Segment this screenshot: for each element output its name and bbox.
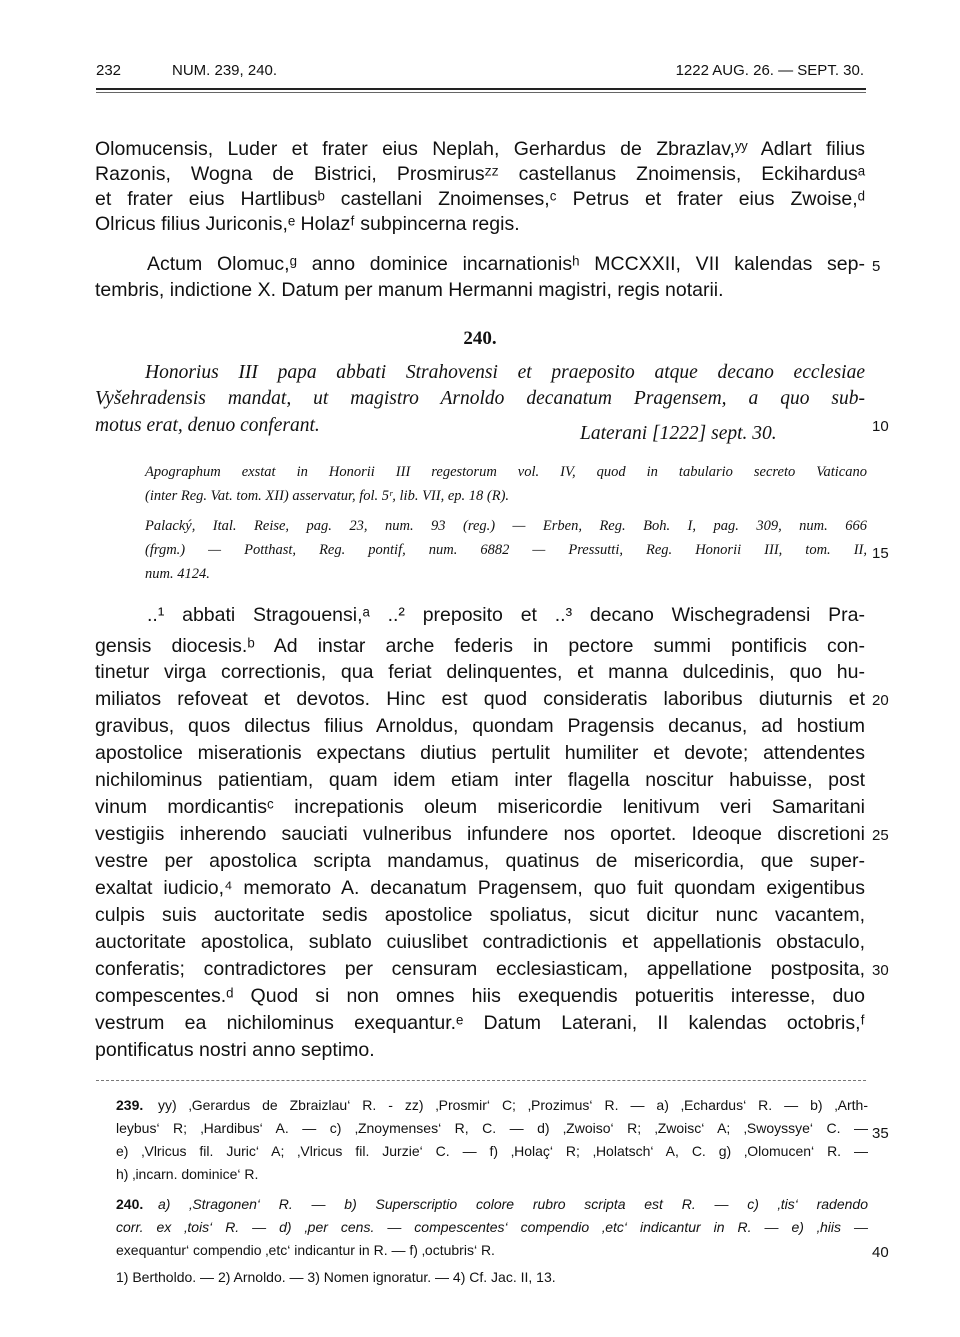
document-number: 240. [463,328,497,349]
regest-line: motus erat, denuo conferant. [95,415,320,436]
text-line: vestigiis inherendo sauciati vulneribus infundere nos oportet. Ideoque discretioni [95,823,865,845]
regest-line: Vyšehradensis mandat, ut magistro Arnoldo decanatum Pragensem, a quo sub- [95,388,865,409]
apparatus-line: Palacký, Ital. Reise, pag. 23, num. 93 (reg.) — Erben, Reg. Boh. I, pag. 309, num. 666 [145,518,867,534]
text-line: apostolice miserationis expectans diutius pertulit humiliter et devote; attendentes [95,742,865,764]
text-line: gravibus, quos dilectus filius Arnoldus, quondam Pragensis decanus, ad hostium [95,715,865,737]
text-line: vestre per apostolica scripta mandamus, quatinus de misericordia, que super- [95,850,865,872]
date-range: 1222 AUG. 26. — SEPT. 30. [675,62,864,79]
footnote-line: corr. ex ‚tois‘ R. — d) ‚per cens. — compescentes‘ compendio ‚etc‘ indicantur in R. — e) ‚hiis — [116,1219,868,1235]
text-line: conferatis; contradictores per censuram ecclesiasticam, appellatione postposita, [95,958,865,980]
text-line: nichilominus patientiam, quam idem etiam inter flagella noscitur habuisse, post [95,769,865,791]
apparatus-line: num. 4124. [145,566,210,582]
text-line: gensis diocesis.ᵇ Ad instar arche federis in pectore summi pontificis con- [95,635,865,657]
line-number: 40 [872,1244,889,1261]
line-number: 35 [872,1125,889,1142]
line-number: 5 [872,258,881,275]
footnote-line: e) ‚Vlricus fil. Juric‘ A; ‚Vlricus fil. Jurzie‘ C. — f) ‚Holaç‘ R; ‚Holatsch‘ A, C. g) ‚Olomucen‘ R. — [116,1143,868,1159]
notes-line: 1) Bertholdo. — 2) Arnoldo. — 3) Nomen ignoratur. — 4) Cf. Jac. II, 13. [116,1269,556,1285]
running-header [96,62,870,86]
doc239-line: Actum Olomuc,ᵍ anno dominice incarnationisʰ MCCXXII, VII kalendas sep- [147,253,865,275]
footnote-label-240 [116,1193,152,1215]
line-number: 25 [872,827,889,844]
text-line: vinum mordicantisᶜ increpationis oleum misericordie lenitivum veri Samaritani [95,796,865,818]
doc239-line: tembris, indictione X. Datum per manum Hermanni magistri, regis notarii. [95,279,724,301]
apparatus-line: (inter Reg. Vat. tom. XII) asservatur, fol. 5ʳ, lib. VII, ep. 18 (R). [145,488,510,504]
header-rule-thin [96,92,866,93]
regest-line: Honorius III papa abbati Strahovensi et praeposito atque decano ecclesiae [145,362,865,383]
footnote-line: yy) ‚Gerardus de Zbraizlau‘ R. - zz) ‚Prosmir‘ C; ‚Prozimus‘ R. — a) ‚Echardus‘ R. — b) ‚Arth- [158,1097,868,1113]
doc239-line: et frater eius Hartlibusᵇ castellani Znoimenses,ᶜ Petrus et frater eius Zwoise,ᵈ [95,188,865,210]
apparatus-line: (frgm.) — Potthast, Reg. pontif, num. 6882 — Pressutti, Reg. Honorii III, tom. II, [145,542,867,558]
footnote-label: 239. [116,1097,144,1113]
footnote-label: 240. [116,1196,144,1212]
text-line: compescentes.ᵈ Quod si non omnes hiis exequendis potueritis interesse, duo [95,985,865,1007]
footnote-line: a) ‚Stragonen‘ R. — b) Superscriptio colore rubro scripta est R. — c) ‚tis‘ radendo [158,1196,868,1212]
page-number: 232 [96,62,122,79]
footnote-line: exequantur‘ compendio ‚etc‘ indicantur in R. — f) ‚octubris‘ R. [116,1242,495,1258]
header-rule [96,88,866,90]
text-line: culpis suis auctoritate sedis apostolice spoliatus, sicut dicitur nunc vacantem, [95,904,865,926]
footnote-line: h) ‚incarn. dominice‘ R. [116,1166,259,1182]
doc239-line: Olomucensis, Luder et frater eius Neplah, Gerhardus de Zbrazlav,ʸʸ Adlart filius [95,138,865,160]
text-line: ..¹ abbati Stragouensi,ᵃ ..² preposito et ..³ decano Wischegradensi Pra- [147,604,865,626]
apparatus-line: Apographum exstat in Honorii III regestorum vol. IV, quod in tabulario secreto Vaticano [145,464,867,480]
line-number: 10 [872,418,889,435]
document-numbers: NUM. 239, 240. [172,62,278,79]
text-line: pontificatus nostri anno septimo. [95,1039,375,1061]
text-line: miliatos refoveat et devotos. Hinc est quod consideratis laboribus diuturnis et [95,688,865,710]
text-line: exaltat iudicio,⁴ memorato A. decanatum Pragensem, quo fuit quondam exigentibus [95,877,865,899]
footnote-line: leybus‘ R; ‚Hardibus‘ A. — c) ‚Znoymenses‘ R, C. — d) ‚Zwoiso‘ R; ‚Zwoisc‘ A; ‚Swoyssye‘ C. — [116,1120,868,1136]
place-date: Laterani [1222] sept. 30. [580,423,777,444]
line-number: 30 [872,962,889,979]
doc239-line: Razonis, Wogna de Bistrici, Prosmirusᶻᶻ castellanus Znoimensis, Eckihardusᵃ [95,163,865,185]
text-line: auctoritate apostolica, sublato cuiuslibet contradictionis et appellationis obstaculo, [95,931,865,953]
text-line: tinetur virga correctionis, qua feriat delinquentes, et manna dulcedinis, quo hu- [95,661,865,683]
text-line: vestrum ea nichilominus exequantur.ᵉ Datum Laterani, II kalendas octobris,ᶠ [95,1012,865,1034]
line-number: 20 [872,692,889,709]
line-number: 15 [872,545,889,562]
footnote-divider [96,1080,866,1081]
doc239-line: Olricus filius Juriconis,ᵉ Holazᶠ subpincerna regis. [95,213,520,235]
footnote-label-239 [116,1094,152,1116]
